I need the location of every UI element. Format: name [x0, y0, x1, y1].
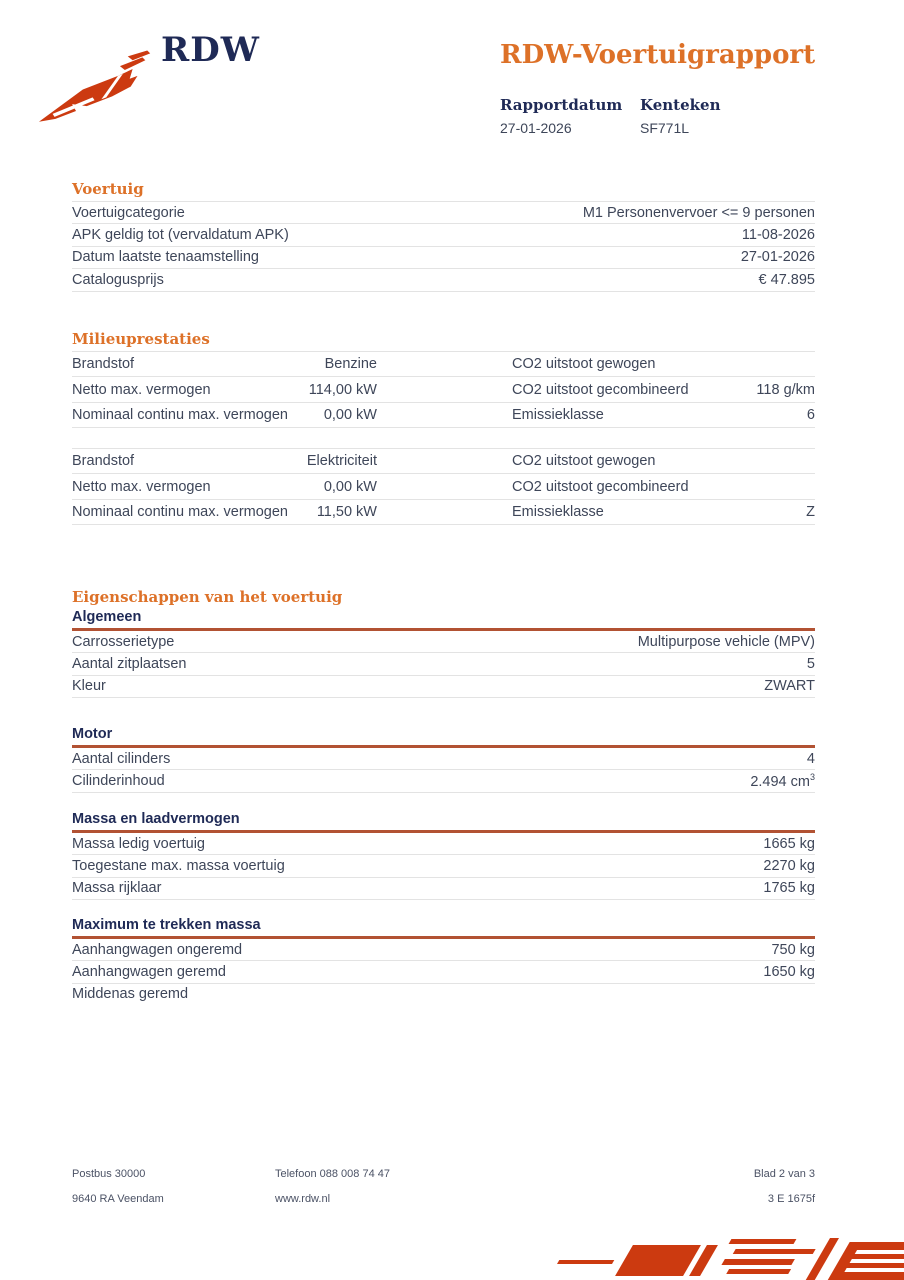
footer-row: [0, 1168, 904, 1182]
rdw-flag-graphic: [512, 1238, 904, 1280]
row-label: Datum laatste tenaamstelling: [72, 249, 259, 266]
subsection-title: Massa en laadvermogen: [72, 811, 240, 827]
subsection-maximum-trekken-massa: [72, 917, 815, 1005]
rdw-logo-text: RDW: [161, 30, 260, 70]
row-label: CO2 uitstoot gecombineerd: [512, 381, 689, 398]
footer-phone: Telefoon 088 008 74 47: [275, 1168, 390, 1180]
row-label: Netto max. vermogen: [72, 381, 211, 398]
row-label: Nominaal continu max. vermogen: [72, 503, 288, 520]
footer-doc-code: 3 E 1675f: [767, 1193, 815, 1205]
table-row: [72, 676, 815, 698]
table-row: [72, 748, 815, 770]
row-label: Emissieklasse: [512, 406, 604, 423]
rdw-flag-icon: [36, 48, 158, 134]
row-label: CO2 uitstoot gecombineerd: [512, 478, 689, 495]
table-row: [72, 403, 815, 428]
row-value: 2270 kg: [763, 858, 815, 875]
table-row: [72, 500, 815, 525]
table-row: [72, 833, 815, 855]
row-label: Brandstof: [72, 356, 135, 373]
fuel-table-elektriciteit: [72, 448, 815, 525]
license-plate-label: Kenteken: [640, 96, 721, 114]
table-row: [72, 984, 815, 1005]
row-value: Elektriciteit: [306, 453, 377, 470]
row-value: 11-08-2026: [741, 227, 815, 244]
row-label: Aantal zitplaatsen: [72, 656, 187, 673]
table-row: [72, 878, 815, 900]
row-label: CO2 uitstoot gewogen: [512, 356, 656, 373]
section-milieuprestaties: [72, 330, 815, 428]
footer-address-line2: 9640 RA Veendam: [72, 1193, 164, 1205]
row-label: Carrosserietype: [72, 633, 175, 650]
report-date-value: 27-01-2026: [500, 120, 572, 136]
row-value: 118 g/km: [756, 381, 815, 398]
row-value: 6: [806, 406, 815, 423]
table-row: [72, 653, 815, 675]
row-label: Emissieklasse: [512, 503, 604, 520]
row-value: 5: [806, 656, 815, 673]
row-label: Aanhangwagen geremd: [72, 964, 226, 981]
table-row: [72, 474, 815, 499]
footer-row: [0, 1193, 904, 1207]
license-plate-value: SF771L: [640, 120, 690, 136]
table-row: [72, 247, 815, 269]
row-label: Toegestane max. massa voertuig: [72, 858, 285, 875]
row-value: € 47.895: [758, 271, 815, 288]
subsection-algemeen: [72, 609, 815, 698]
row-label: Brandstof: [72, 453, 135, 470]
row-value: Z: [806, 503, 815, 520]
row-value: Benzine: [324, 356, 377, 373]
table-row: [72, 939, 815, 961]
section-eigenschappen-title: [72, 588, 815, 609]
row-value: 0,00 kW: [323, 478, 377, 495]
subsection-title: Algemeen: [72, 609, 142, 625]
fuel-table-benzine: [72, 351, 815, 428]
section-milieuprestaties-elektrisch: [72, 448, 815, 525]
footer-website: www.rdw.nl: [275, 1193, 331, 1205]
report-header: [500, 40, 816, 136]
row-value: 114,00 kW: [308, 381, 377, 398]
row-value: [750, 772, 815, 790]
table-row: [72, 855, 815, 877]
row-value: 750 kg: [771, 941, 815, 958]
row-label: Middenas geremd: [72, 986, 189, 1003]
row-label: CO2 uitstoot gewogen: [512, 453, 656, 470]
row-label: Netto max. vermogen: [72, 478, 211, 495]
row-label: Cilinderinhoud: [72, 773, 165, 790]
section-voertuig: [72, 180, 815, 292]
section-title: Voertuig: [72, 180, 144, 198]
subsection-massa-laadvermogen: [72, 811, 815, 900]
table-row: [72, 224, 815, 246]
table-row: [72, 449, 815, 474]
row-label: Catalogusprijs: [72, 271, 164, 288]
footer-page-indicator: Blad 2 van 3: [753, 1168, 815, 1180]
row-label: Aantal cilinders: [72, 750, 171, 767]
row-value: 0,00 kW: [323, 406, 377, 423]
section-title: Milieuprestaties: [72, 330, 210, 348]
table-row: [72, 269, 815, 291]
row-label: Kleur: [72, 678, 106, 695]
row-value: ZWART: [764, 678, 815, 695]
row-value: 11,50 kW: [316, 503, 377, 520]
row-label: Nominaal continu max. vermogen: [72, 406, 288, 423]
report-date-label: Rapportdatum: [500, 96, 623, 114]
row-value-text: 2.494 cm: [750, 774, 810, 790]
row-label: APK geldig tot (vervaldatum APK): [72, 227, 289, 244]
row-label: Voertuigcategorie: [72, 204, 185, 221]
footer-address-line1: Postbus 30000: [72, 1168, 146, 1180]
row-value: M1 Personenvervoer <= 9 personen: [582, 204, 815, 221]
row-value: 1665 kg: [763, 835, 815, 852]
row-value: 1765 kg: [763, 880, 815, 897]
subsection-title: Maximum te trekken massa: [72, 917, 261, 933]
row-value: 1650 kg: [763, 964, 815, 981]
row-label: Massa rijklaar: [72, 880, 162, 897]
page-title: RDW-Voertuigrapport: [500, 40, 816, 70]
subsection-title: Motor: [72, 726, 113, 742]
row-label: Aanhangwagen ongeremd: [72, 941, 243, 958]
row-label: Massa ledig voertuig: [72, 835, 205, 852]
row-value: 4: [806, 750, 815, 767]
subsection-motor: [72, 726, 815, 793]
table-row: [72, 377, 815, 402]
row-value: 27-01-2026: [740, 249, 815, 266]
table-row: [72, 352, 815, 377]
table-row: [72, 770, 815, 792]
table-row: [72, 202, 815, 224]
table-row: [72, 961, 815, 983]
table-row: [72, 631, 815, 653]
row-value-superscript: 3: [809, 772, 815, 783]
row-value: Multipurpose vehicle (MPV): [637, 633, 815, 650]
section-title: Eigenschappen van het voertuig: [72, 588, 343, 606]
